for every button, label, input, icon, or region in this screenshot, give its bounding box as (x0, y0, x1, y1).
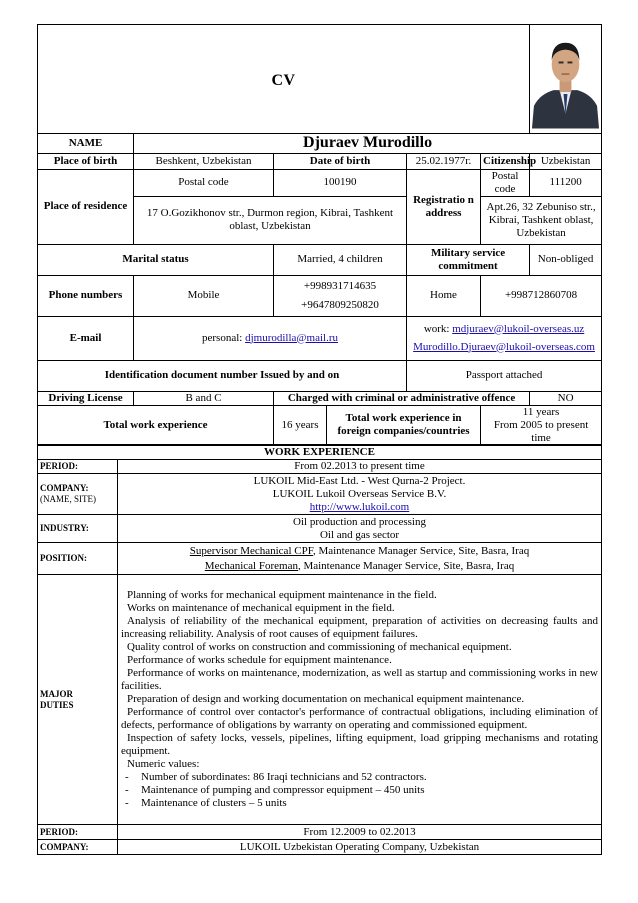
home-label: Home (407, 275, 481, 316)
criminal-value: NO (530, 391, 602, 405)
company2-label: COMPANY: (38, 840, 118, 855)
position-1-title: Supervisor Mechanical CPF (189, 544, 313, 557)
company-sublabel: (NAME, SITE) (40, 494, 96, 504)
position-1-rest: , Maintenance Manager Service, Site, Basra, Iraq (312, 544, 530, 557)
place-of-birth-label: Place of birth (38, 153, 134, 169)
numeric-item-text: Maintenance of clusters – 5 units (141, 797, 287, 809)
foreign-experience-period: From 2005 to present time (493, 418, 589, 444)
email-work-link-2[interactable]: Murodillo.Djuraev@lukoil-overseas.com (413, 340, 595, 353)
full-name: Djuraev Murodillo (303, 133, 433, 151)
foreign-experience-label: Total work experience in foreign companies/countries (327, 405, 481, 445)
major-duties-label: MAJOR DUTIES (38, 575, 118, 825)
duty-item: Performance of works on maintenance, modernization, as well as startup and commissioning works in new facilities. (121, 667, 598, 692)
duty-item: Preparation of design and working documentation on mechanical equipment maintenance. (127, 693, 525, 705)
residence-postal-label: Postal code (134, 169, 274, 196)
position-1 (120, 545, 599, 558)
mobile-numbers-cell (274, 275, 407, 316)
email-personal-link[interactable]: djmurodilla@mail.ru (245, 331, 338, 344)
email-personal-cell (134, 316, 407, 360)
registration-label: Registratio n address (407, 169, 481, 244)
industry-value-cell (118, 515, 602, 543)
duty-item: Performance of control over contactor's performance of contractual obligations, including elimination of defects, performance of obligations by warranty on operating and commissioned equipment. (121, 706, 598, 731)
military-label: Military service commitment (407, 244, 530, 275)
position-label: POSITION: (38, 543, 118, 575)
id-document-value: Passport attached (407, 360, 602, 391)
numeric-item: - Maintenance of clusters – 5 units (125, 797, 287, 809)
personal-info-table (37, 24, 602, 446)
cv-title-cell (38, 25, 530, 134)
work-experience-table (37, 444, 602, 855)
company-label-cell (38, 474, 118, 515)
email-work-prefix: work: (423, 322, 453, 335)
position-value-cell (118, 543, 602, 575)
position-2-title: Mechanical Foreman (204, 559, 298, 572)
numeric-item: - Number of subordinates: 86 Iraqi technicians and 52 contractors. (125, 771, 427, 783)
company-url-link[interactable]: http://www.lukoil.com (309, 500, 410, 513)
company-value-cell (118, 474, 602, 515)
date-of-birth-value: 25.02.1977г. (407, 153, 481, 169)
name-label: NAME (38, 133, 134, 153)
phone-numbers-label: Phone numbers (38, 275, 134, 316)
period2-value: From 12.2009 to 02.2013 (118, 825, 602, 840)
duty-item: Numeric values: (127, 758, 200, 770)
military-value: Non-obliged (530, 244, 602, 275)
industry-line-1: Oil production and processing (293, 515, 426, 528)
numeric-item-text: Number of subordinates: 86 Iraqi technicians and 52 contractors. (141, 771, 427, 783)
portrait-photo (530, 25, 601, 129)
citizenship-label: Citizenship (481, 153, 530, 169)
duty-item: Performance of works schedule for equipment maintenance. (127, 654, 392, 666)
registration-address: Apt.26, 32 Zebuniso str., Kibrai, Tashkent oblast, Uzbekistan (481, 196, 602, 244)
position-2-rest: , Maintenance Manager Service, Site, Basra, Iraq (297, 559, 515, 572)
period-label: PERIOD: (38, 460, 118, 474)
company-label: COMPANY: (40, 483, 89, 493)
company2-value: LUKOIL Uzbekistan Operating Company, Uzbekistan (118, 840, 602, 855)
duty-item: Quality control of works on construction and commissioning of mechanical equipment. (127, 641, 512, 653)
industry-label: INDUSTRY: (38, 515, 118, 543)
duty-item: Works on maintenance of mechanical equipment in the field. (127, 602, 395, 614)
driving-license-value: B and C (134, 391, 274, 405)
period-value: From 02.2013 to present time (118, 460, 602, 474)
residence-label: Place of residence (38, 169, 134, 244)
marital-status-label: Marital status (38, 244, 274, 275)
total-experience-value: 16 years (274, 405, 327, 445)
registration-postal-value: 111200 (530, 169, 602, 196)
citizenship-value: Uzbekistan (530, 153, 602, 169)
id-document-label: Identification document number Issued by and on (38, 360, 407, 391)
driving-license-label: Driving License (38, 391, 134, 405)
name-value-cell (134, 133, 602, 153)
numeric-item-text: Maintenance of pumping and compressor equipment – 450 units (141, 784, 425, 796)
company-line-2: LUKOIL Lukoil Overseas Service B.V. (272, 487, 447, 500)
email-personal-prefix: personal: (202, 331, 246, 344)
home-number: +998712860708 (481, 275, 602, 316)
registration-postal-label: Postal code (481, 169, 530, 196)
industry-line-2: Oil and gas sector (319, 528, 400, 541)
mobile-label: Mobile (134, 275, 274, 316)
photo-cell (530, 25, 602, 134)
email-work-link-1[interactable]: mdjuraev@lukoil-overseas.uz (452, 322, 585, 335)
company-line-1: LUKOIL Mid-East Ltd. - West Qurna-2 Project. (253, 474, 466, 487)
duty-item: Inspection of safety locks, vessels, pipelines, lifting equipment, load gripping mechanisms and rotating equipment. (121, 732, 598, 757)
duty-item: Planning of works for mechanical equipment maintenance in the field. (127, 589, 437, 601)
numeric-item: - Maintenance of pumping and compressor equipment – 450 units (125, 784, 425, 796)
foreign-experience-value (481, 405, 602, 445)
mobile-number-1: +998931714635 (303, 279, 377, 292)
place-of-birth-value: Beshkent, Uzbekistan (134, 153, 274, 169)
email-work-cell (407, 316, 602, 360)
mobile-number-2: +9647809250820 (301, 298, 379, 311)
cv-title: CV (271, 72, 296, 90)
marital-status-value: Married, 4 children (274, 244, 407, 275)
residence-address: 17 O.Gozikhonov str., Durmon region, Kibrai, Tashkent oblast, Uzbekistan (134, 196, 407, 244)
period2-label: PERIOD: (38, 825, 118, 840)
residence-postal-value: 100190 (274, 169, 407, 196)
email-label: E-mail (38, 316, 134, 360)
total-experience-label: Total work experience (38, 405, 274, 445)
date-of-birth-label: Date of birth (274, 153, 407, 169)
foreign-experience-years: 11 years (522, 405, 560, 418)
duty-item: Analysis of reliability of the mechanical equipment, preparation of activities on decreasing faults and increasing reliability. Analysis of root causes of equipment failures. (121, 615, 598, 640)
major-duties-cell (118, 575, 602, 825)
work-experience-title: WORK EXPERIENCE (38, 445, 602, 460)
criminal-label: Charged with criminal or administrative offence (274, 391, 530, 405)
position-2 (120, 560, 599, 573)
